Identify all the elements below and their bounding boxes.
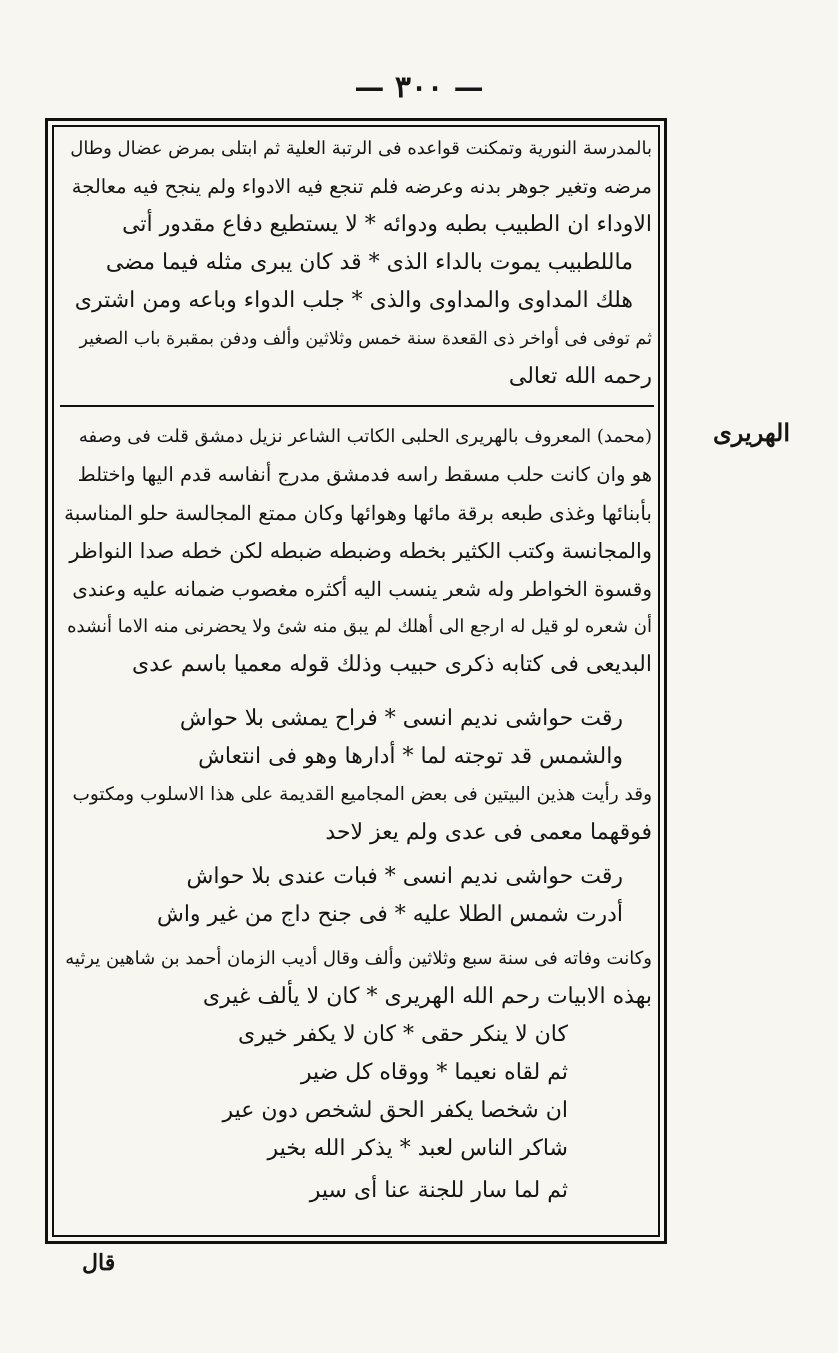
page-number: — ٣٠٠ —	[354, 70, 484, 105]
verse-line: ماللطبيب يموت بالداء الذى * قد كان يبرى مثله فيما مضى	[105, 250, 633, 275]
text-line: أن شعره لو قيل له ارجع الى أهلك لم يبق منه شئ ولا يحضرنى منه الاما أنشده	[67, 616, 652, 637]
text-line: بالمدرسة النورية وتمكنت قواعده فى الرتبة العلية ثم ابتلى بمرض عضال وطال	[70, 138, 652, 159]
text-line: وقسوة الخواطر وله شعر ينسب اليه أكثره مغصوب ضمانه عليه وعندى	[72, 577, 652, 601]
text-line: (محمد) المعروف بالهريرى الحلبى الكاتب الشاعر نزيل دمشق قلت فى وصفه	[78, 426, 652, 447]
text-line: هو وان كانت حلب مسقط راسه فدمشق مدرج أنفاسه قدم اليها واختلط	[77, 463, 652, 486]
verse-line: ان شخصا يكفر الحق لشخص دون عير	[222, 1098, 568, 1123]
text-line: الاوداء ان الطبيب بطبه ودوائه * لا يستطيع دفاع مقدور أتى	[122, 212, 652, 237]
text-line: البديعى فى كتابه ذكرى حبيب وذلك قوله معميا باسم عدى	[131, 652, 652, 677]
text-line: وقد رأيت هذين البيتين فى بعض المجاميع القديمة على هذا الاسلوب ومكتوب	[72, 784, 652, 805]
text-line: بأبنائها وغذى طبعه برقة مائها وهوائها وكان ممتع المجالسة حلو المناسبة	[64, 501, 652, 525]
text-line: مرضه وتغير جوهر بدنه وعرضه فلم تنجع فيه الادواء ولم ينجح فيه معالجة	[71, 175, 652, 198]
verse-line: والشمس قد توجته لما * أدارها وهو فى انتعاش	[198, 744, 623, 769]
text-line: فوقهما معمى فى عدى ولم يعز لاحد	[325, 820, 652, 845]
text-line: والمجانسة وكتب الكثير بخطه وضبطه ضبطه لكن خطه صدا النواظر	[69, 539, 652, 563]
text-line: رحمه الله تعالى	[508, 364, 652, 389]
verse-line: ثم لما سار للجنة عنا أى سير	[309, 1178, 568, 1203]
text-line: ثم توفى فى أواخر ذى القعدة سنة خمس وثلاثين وألف ودفن بمقبرة باب الصغير	[79, 329, 652, 349]
margin-entry-name: الهريرى	[713, 418, 790, 447]
verse-line: ثم لقاه نعيما * ووقاه كل ضير	[300, 1060, 568, 1085]
verse-line: هلك المداوى والمداوى والذى * جلب الدواء وباعه ومن اشترى	[74, 288, 633, 313]
verse-line: كان لا ينكر حقى * كان لا يكفر خيرى	[238, 1022, 568, 1047]
catchword: قال	[82, 1250, 116, 1276]
entry-separator	[60, 405, 654, 407]
verse-line: أدرت شمس الطلا عليه * فى جنح داج من غير واش	[156, 902, 623, 927]
verse-line: شاكر الناس لعبد * يذكر الله بخير	[267, 1136, 568, 1161]
text-line: وكانت وفاته فى سنة سبع وثلاثين وألف وقال أديب الزمان أحمد بن شاهين يرثيه	[65, 948, 652, 969]
verse-line: رقت حواشى نديم انسى * فراح يمشى بلا حواش	[179, 706, 623, 731]
verse-line: رقت حواشى نديم انسى * فبات عندى بلا حواش	[186, 864, 623, 889]
text-line: بهذه الابيات رحم الله الهريرى * كان لا يألف غيرى	[202, 984, 652, 1009]
